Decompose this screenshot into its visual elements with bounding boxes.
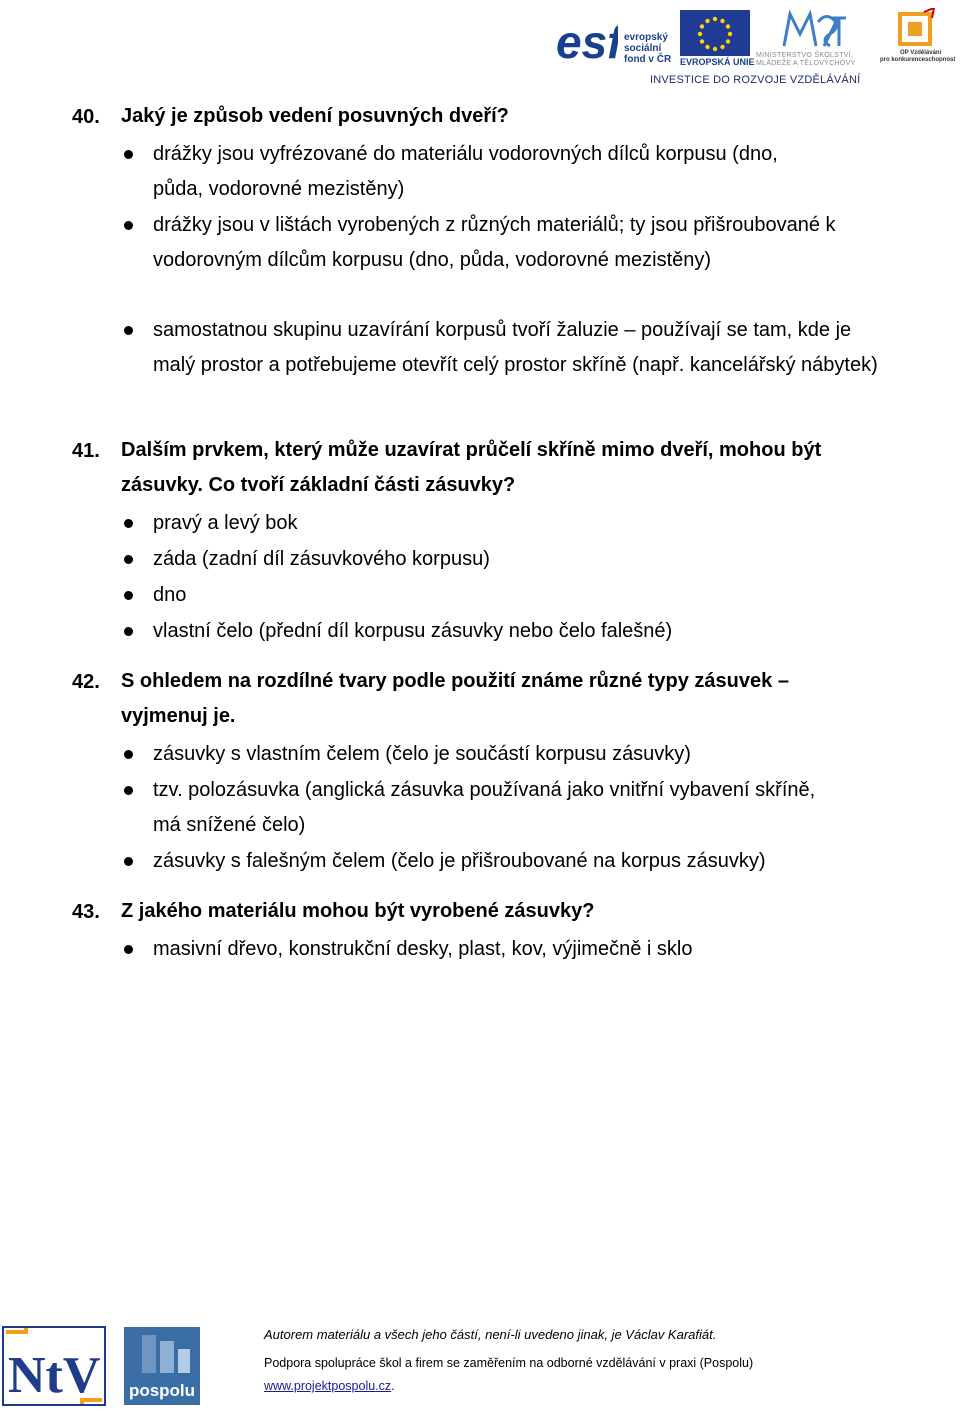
answer-item: zásuvky s vlastním čelem (čelo je součástí korpusu zásuvky) <box>153 743 691 765</box>
esf-line-3: fond v ČR <box>624 54 672 65</box>
question-text: Jaký je způsob vedení posuvných dveří? <box>121 105 509 127</box>
bullet-icon <box>124 326 133 335</box>
esf-logo-text: esf <box>556 16 618 66</box>
bullet-icon <box>124 150 133 159</box>
op-mark-icon <box>894 8 940 48</box>
eu-label: EVROPSKÁ UNIE <box>680 57 755 67</box>
pospolu-logo <box>124 1327 200 1405</box>
bullet-icon <box>124 519 133 528</box>
project-link[interactable]: www.projektpospolu.cz <box>264 1379 392 1393</box>
answer-item: drážky jsou vyfrézované do materiálu vodorovných dílců korpusu (dno, půda, vodorovné mezistěny) <box>153 143 778 200</box>
answer-item: samostatnou skupinu uzavírání korpusů tvoří žaluzie – používají se tam, kde je malý prostor a potřebujeme otevřít celý prostor skříně (např. kancelářský nábytek) <box>153 319 878 376</box>
esf-line-1: evropský <box>624 32 668 43</box>
msmt-line-2: MLÁDEŽE A TĚLOVÝCHOVY <box>756 60 856 67</box>
answer-item: tzv. polozásuvka (anglická zásuvka používaná jako vnitřní vybavení skříně, má snížené čelo) <box>153 779 816 836</box>
esf-logo <box>556 10 676 66</box>
op-line-2: pro konkurenceschopnost <box>880 57 956 63</box>
answer-item: drážky jsou v lištách vyrobených z různých materiálů; ty jsou přišroubované k vodorovným dílcům korpusu (dno, půda, vodorovné mezistěny) <box>153 214 836 271</box>
project-name: Podpora spolupráce škol a firem se zaměřením na odborné vzdělávání v praxi (Pospolu) <box>264 1356 754 1370</box>
question-number: 41. <box>72 440 100 462</box>
answer-item: vlastní čelo (přední díl korpusu zásuvky nebo čelo falešné) <box>153 620 673 642</box>
bullet-icon <box>124 591 133 600</box>
esf-line-2: sociální <box>624 43 662 54</box>
eu-logo <box>680 10 755 70</box>
answer-item: zásuvky s falešným čelem (čelo je přišroubované na korpus zásuvky) <box>153 850 766 872</box>
op-line-1: OP Vzdělávání <box>900 50 942 56</box>
question-text: Dalším prvkem, který může uzavírat průčelí skříně mimo dveří, mohou být zásuvky. Co tvoří základní části zásuvky? <box>121 439 822 496</box>
question-text: Z jakého materiálu mohou být vyrobené zásuvky? <box>121 900 595 922</box>
project-link-line <box>264 1377 395 1395</box>
msmt-line-1: MINISTERSTVO ŠKOLSTVÍ, <box>756 52 854 59</box>
ntv-logo-icon <box>2 1326 106 1406</box>
header-caption: INVESTICE DO ROZVOJE VZDĚLÁVÁNÍ <box>650 74 861 86</box>
ntv-logo <box>2 1326 106 1406</box>
question-number: 43. <box>72 901 100 923</box>
bullet-icon <box>124 750 133 759</box>
bullet-icon <box>124 786 133 795</box>
bullet-icon <box>124 945 133 954</box>
answer-item: pravý a levý bok <box>153 512 298 534</box>
eu-flag-icon <box>680 10 750 56</box>
bullet-icon <box>124 555 133 564</box>
question-number: 40. <box>72 106 100 128</box>
ntv-logo-text: NtV <box>8 1347 101 1404</box>
answer-item: dno <box>153 584 187 606</box>
pospolu-mark-icon <box>124 1327 200 1381</box>
question-number: 42. <box>72 671 100 693</box>
question-text: S ohledem na rozdílné tvary podle použití známe různé typy zásuvek – vyjmenuj je. <box>121 670 789 727</box>
bullet-icon <box>124 627 133 636</box>
pospolu-logo-text: pospolu <box>128 1381 196 1400</box>
author-note: Autorem materiálu a všech jeho částí, není-li uvedeno jinak, je Václav Karafiát. <box>264 1327 717 1342</box>
msmt-mark-icon <box>780 8 850 50</box>
esf-mark-icon <box>556 10 618 66</box>
bullet-icon <box>124 221 133 230</box>
bullet-icon <box>124 857 133 866</box>
answer-item: záda (zadní díl zásuvkového korpusu) <box>153 548 490 570</box>
op-logo <box>878 8 958 70</box>
msmt-logo <box>756 8 878 70</box>
link-suffix: . <box>391 1379 395 1393</box>
answer-item: masivní dřevo, konstrukční desky, plast, kov, výjimečně i sklo <box>153 938 693 960</box>
